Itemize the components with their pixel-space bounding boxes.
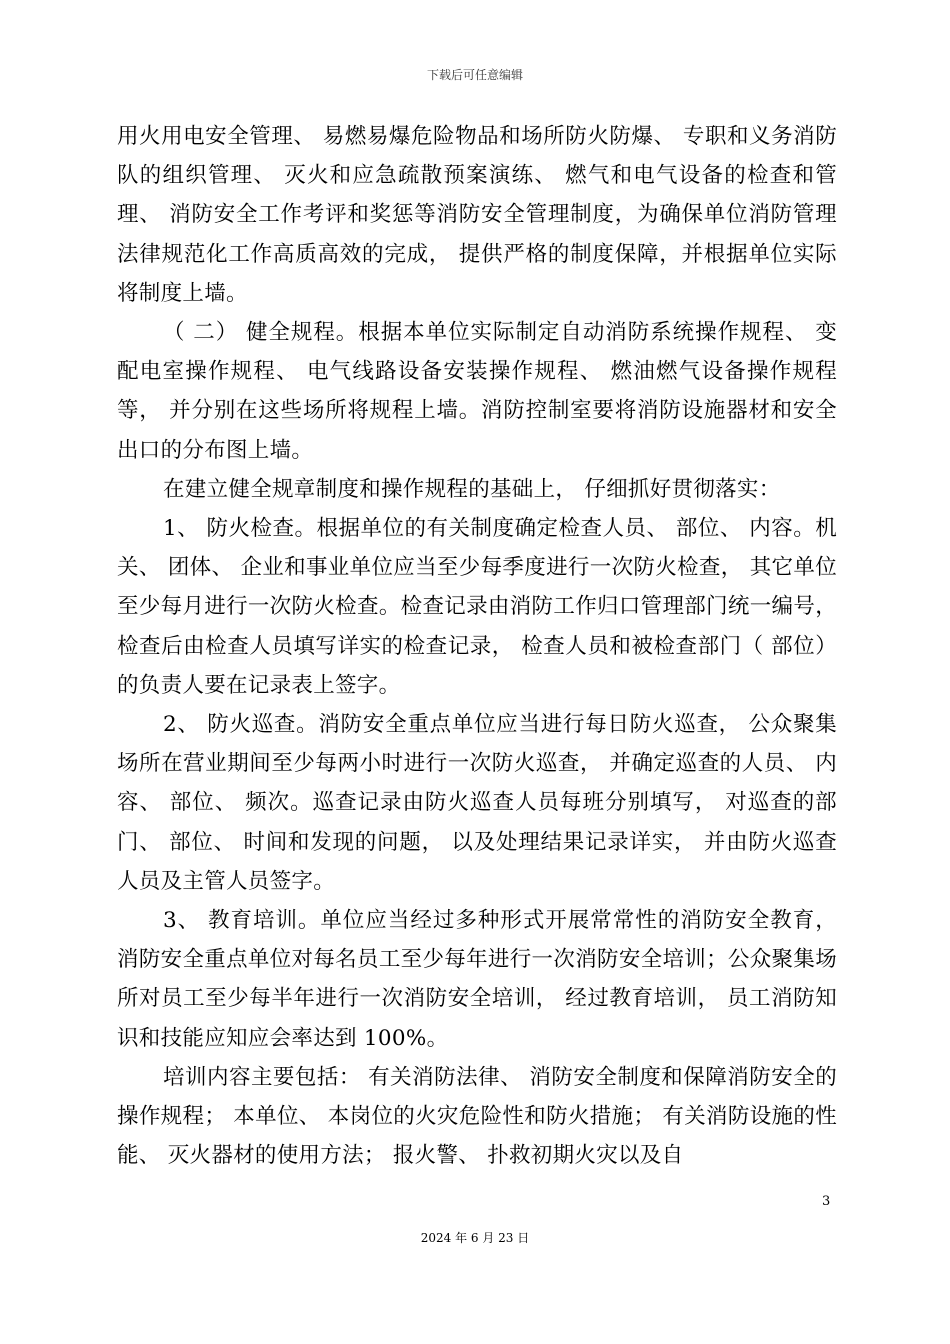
paragraph-management-systems: 用火用电安全管理、 易燃易爆危险物品和场所防火防爆、 专职和义务消防队的组织管理、 灭火和应急疏散预案演练、 燃气和电气设备的检查和管理、 消防安全工作考评和奖惩等消防安全管理制度，为确保单位消防管理法律规范化工作高质高效的完成， 提供严格的制度保障，并根据单位实际将制度上墙。	[117, 124, 837, 306]
page-footer-date: 2024 年 6 月 23 日	[420, 1231, 530, 1245]
paragraph-fire-patrol: 2、 防火巡查。消防安全重点单位应当进行每日防火巡查， 公众聚集场所在营业期间至少每两小时进行一次防火巡查， 并确定巡查的人员、 内容、 部位、 频次。巡查记录由防火巡查人员每班分别填写， 对巡查的部门、 部位、 时间和发现的问题， 以及处理结果记录详实， 并由防火巡查人员及主管人员签字。	[117, 712, 837, 894]
paragraph-fire-inspection: 1、 防火检查。根据单位的有关制度确定检查人员、 部位、 内容。机关、 团体、 企业和事业单位应当至少每季度进行一次防火检查， 其它单位至少每月进行一次防火检查。检查记录由消防工作归口管理部门统一编号， 检查后由检查人员填写详实的检查记录， 检查人员和被检查部门（ 部位） 的负责人要在记录表上签字。	[117, 516, 837, 698]
paragraph-training-content: 培训内容主要包括： 有关消防法律、 消防安全制度和保障消防安全的操作规程； 本单位、 本岗位的火灾危险性和防火措施； 有关消防设施的性能、 灭火器材的使用方法； 报火警、 扑救初期火灾以及自	[117, 1064, 837, 1169]
paragraph-education-training: 3、 教育培训。单位应当经过多种形式开展常常性的消防安全教育， 消防安全重点单位对每名员工至少每年进行一次消防安全培训；公众聚集场所对员工至少每半年进行一次消防安全培训， 经过教育培训， 员工消防知识和技能应知应会率达到 100%。	[117, 908, 837, 1051]
document-body	[117, 117, 837, 1175]
page-number: 3	[822, 1194, 831, 1209]
paragraph-implementation-intro: 在建立健全规章制度和操作规程的基础上， 仔细抓好贯彻落实：	[163, 476, 781, 502]
page-header: 下载后可任意编辑	[426, 68, 523, 82]
paragraph-operating-procedures: （ 二） 健全规程。根据本单位实际制定自动消防系统操作规程、 变配电室操作规程、 电气线路设备安装操作规程、 燃油燃气设备操作规程等， 并分别在这些场所将规程上墙。消防控制室要将消防设施器材和安全出口的分布图上墙。	[117, 320, 837, 463]
